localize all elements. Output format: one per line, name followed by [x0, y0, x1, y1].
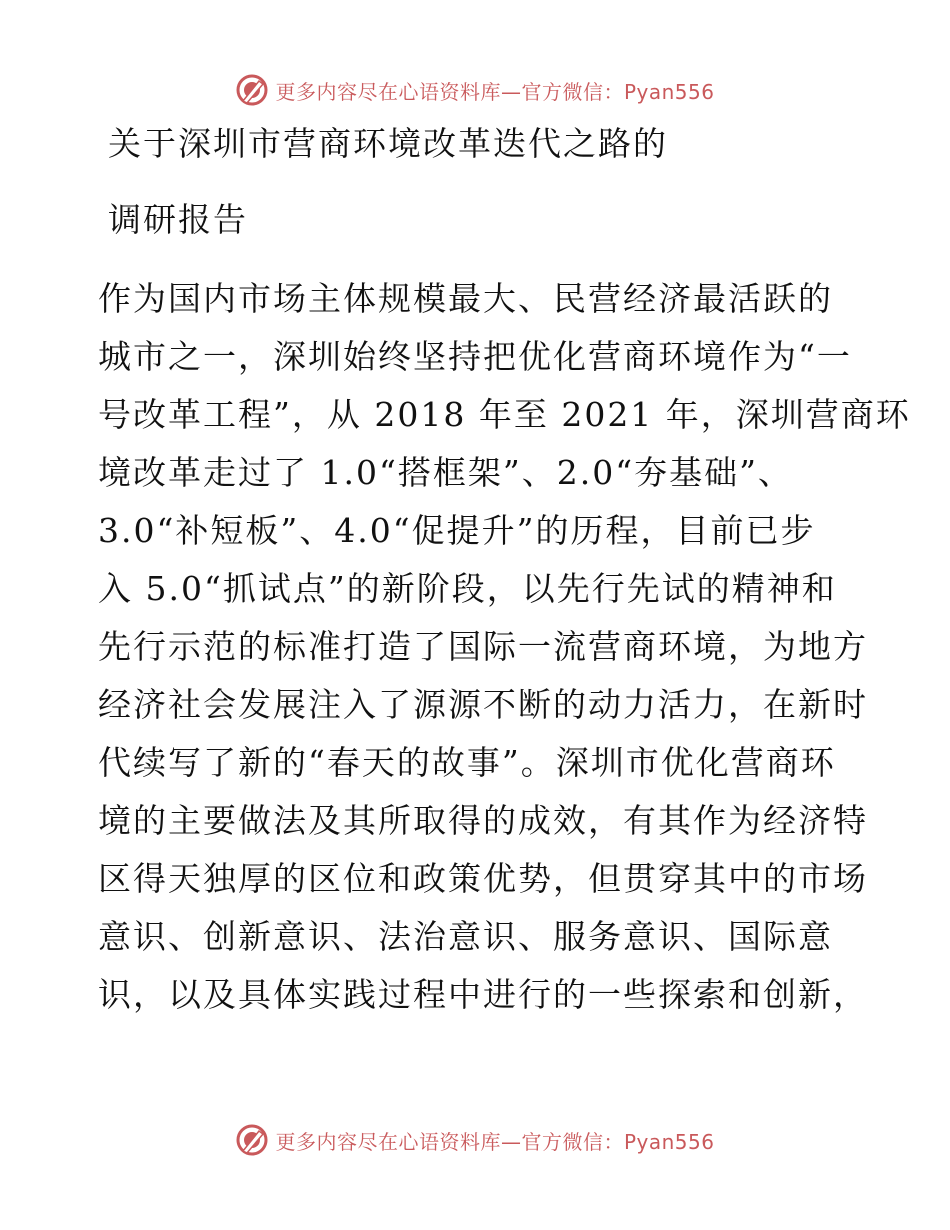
body-line: 作为国内市场主体规模最大、民营经济最活跃的	[98, 279, 833, 318]
body-line: 号改革工程”，从 2018 年至 2021 年，深圳营商环	[98, 395, 911, 434]
body-line: 意识、创新意识、法治意识、服务意识、国际意	[98, 917, 833, 956]
body-line: 境的主要做法及其所取得的成效，有其作为经济特	[98, 801, 868, 840]
body-line: 城市之一，深圳始终坚持把优化营商环境作为“一	[98, 337, 852, 376]
body-line: 经济社会发展注入了源源不断的动力活力，在新时	[98, 685, 868, 724]
body-line: 区得天独厚的区位和政策优势，但贯穿其中的市场	[98, 859, 868, 898]
body-line: 入 5.0“抓试点”的新阶段，以先行先试的精神和	[98, 569, 837, 608]
body-line: 识，以及具体实践过程中进行的一些探索和创新，	[98, 975, 868, 1014]
pen-logo-icon	[235, 1123, 269, 1157]
watermark-text: 更多内容尽在心语资料库—官方微信：Pyan556	[275, 1129, 715, 1154]
document-title-line-1: 关于深圳市营商环境改革迭代之路的	[108, 124, 668, 163]
body-paragraph	[98, 270, 911, 1024]
document-title-line-2: 调研报告	[108, 200, 248, 239]
pen-logo-icon	[235, 73, 269, 107]
body-line: 先行示范的标准打造了国际一流营商环境，为地方	[98, 627, 868, 666]
body-line: 3.0“补短板”、4.0“促提升”的历程，目前已步	[98, 511, 816, 550]
footer-watermark	[0, 1120, 950, 1160]
header-watermark	[0, 70, 950, 110]
body-line: 代续写了新的“春天的故事”。深圳市优化营商环	[98, 743, 836, 782]
watermark-text: 更多内容尽在心语资料库—官方微信：Pyan556	[275, 79, 715, 104]
body-line: 境改革走过了 1.0“搭框架”、2.0“夯基础”、	[98, 453, 793, 492]
